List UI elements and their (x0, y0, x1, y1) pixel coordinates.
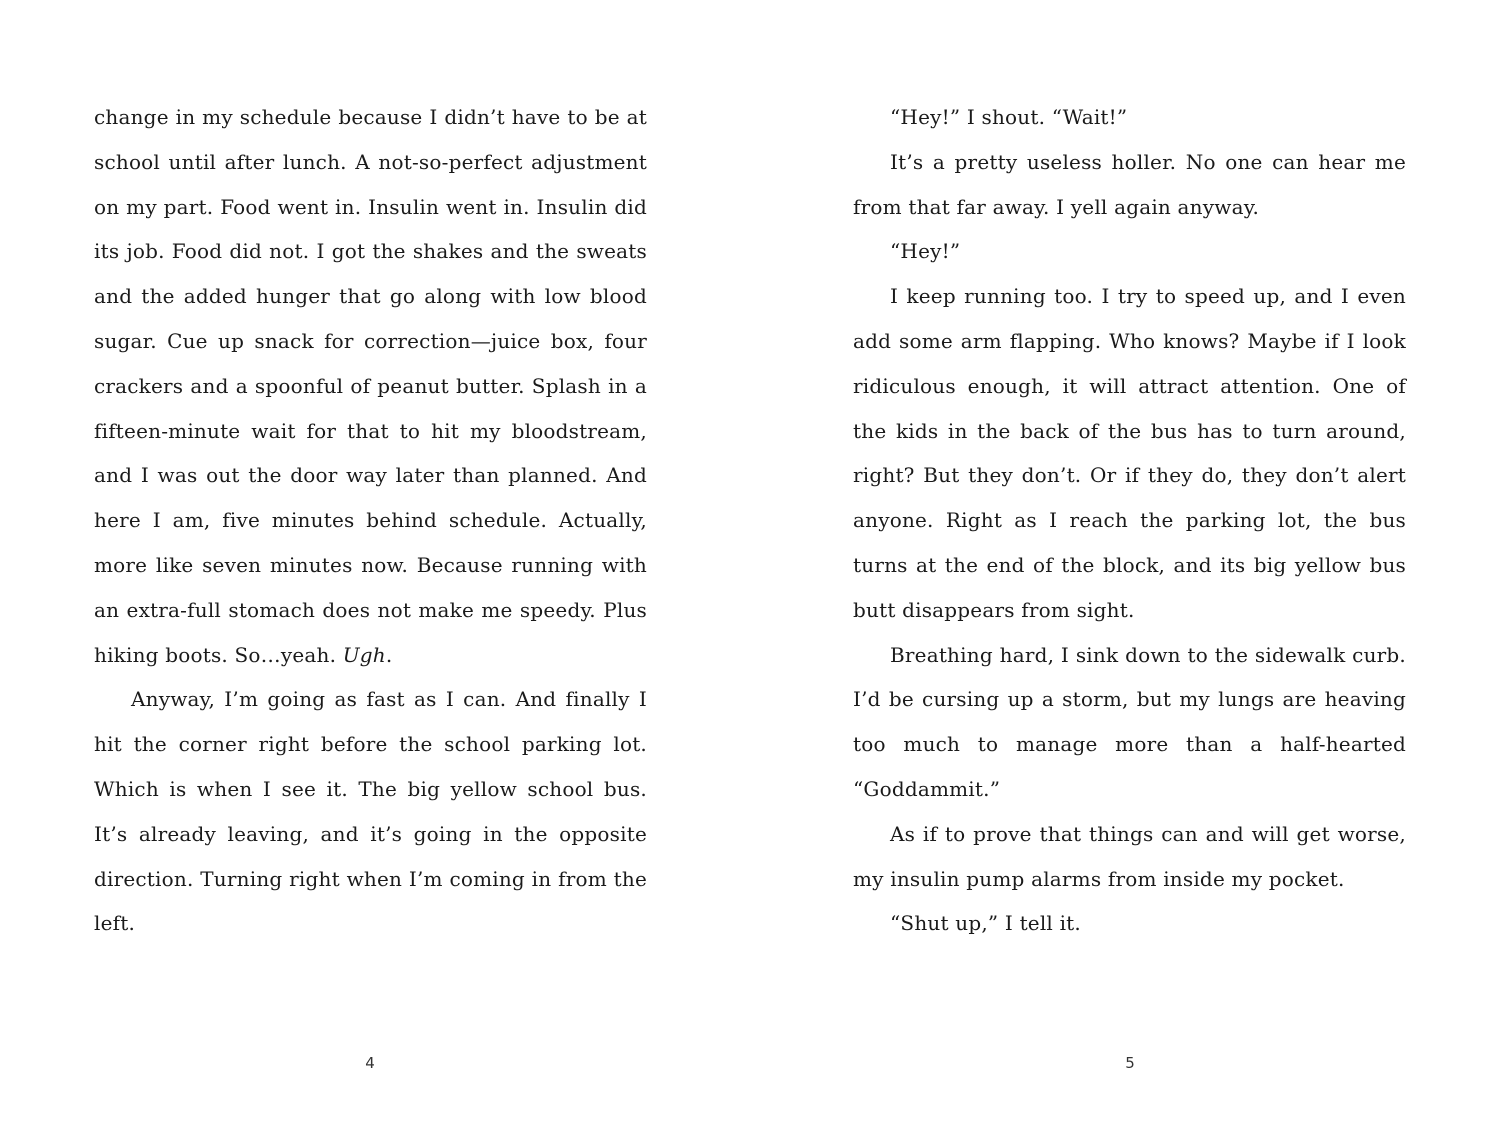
left-page (94, 95, 647, 946)
right-paragraph-4: I keep running too. I try to speed up, and I even add some arm flapping. Who knows? Maybe if I look ridiculous enough, it will attract attention. One of the kids in the back of the bus has to turn around, right? But they don’t. Or if they do, they don’t alert anyone. Right as I reach the parking lot, the bus turns at the end of the block, and its big yellow bus butt disappears from sight. (853, 284, 1406, 622)
right-paragraph-5: Breathing hard, I sink down to the sidewalk curb. I’d be cursing up a storm, but my lungs are heaving too much to manage more than a half-hearted “Goddammit.” (853, 642, 1406, 801)
right-page (853, 95, 1406, 946)
right-paragraph-6: As if to prove that things can and will get worse, my insulin pump alarms from inside my pocket. (853, 821, 1406, 891)
left-paragraph-2: Anyway, I’m going as fast as I can. And finally I hit the corner right before the school parking lot. Which is when I see it. The big yellow school bus. It’s already leaving, and it’s going in the opposite direction. Turning right when I’m coming in from the left. (94, 687, 647, 936)
left-paragraph-1: change in my schedule because I didn’t have to be at school until after lunch. A not-so-perfect adjustment on my part. Food went in. Insulin went in. Insulin did its job. Food did not. I got the shakes and the sweats and the added hunger that go along with low blood sugar. Cue up snack for correction—juice box, four crackers and a spoonful of peanut butter. Splash in a fifteen-minute wait for that to hit my bloodstream, and I was out the door way later than planned. And here I am, five minutes behind schedule. Actually, more like seven minutes now. Because running with an extra-full stomach does not make me speedy. Plus hiking boots. So…yeah. Ugh. (94, 105, 647, 667)
page-number-left: 4 (365, 1054, 375, 1072)
page-number-right: 5 (1125, 1054, 1135, 1072)
right-paragraph-3: “Hey!” (890, 239, 961, 264)
left-paragraph-1-emphasis: Ugh (342, 642, 386, 667)
right-paragraph-1: “Hey!” I shout. “Wait!” (890, 105, 1128, 129)
right-paragraph-7: “Shut up,” I tell it. (890, 911, 1081, 936)
right-paragraph-2: It’s a pretty useless holler. No one can hear me from that far away. I yell again anyway. (853, 149, 1406, 219)
